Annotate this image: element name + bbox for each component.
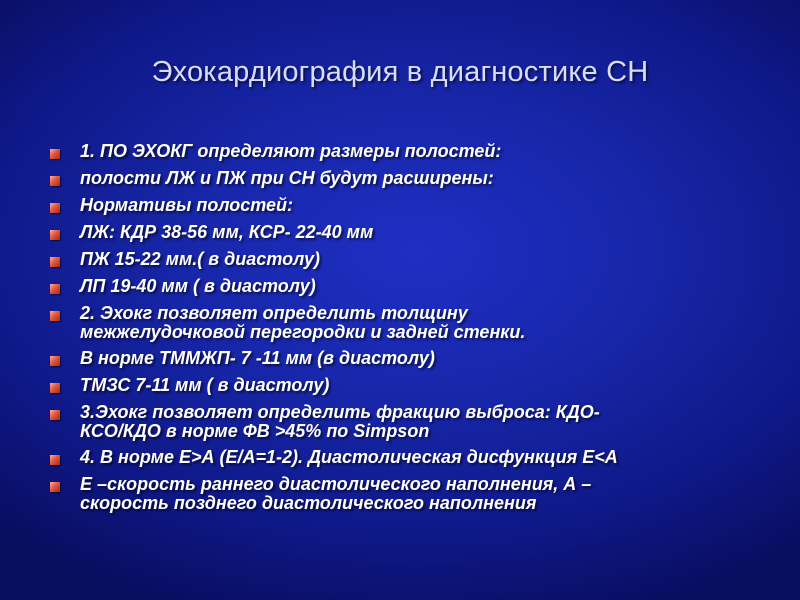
list-item	[50, 448, 618, 467]
list-item	[50, 196, 293, 215]
square-bullet-icon	[50, 203, 60, 213]
list-item-text: Е –скорость раннего диастолического наполнения, А –	[80, 474, 592, 494]
list-item	[50, 349, 435, 368]
list-item-text: межжелудочковой перегородки и задней стенки.	[80, 322, 526, 342]
slide-title: Эхокардиография в диагностике СН	[151, 56, 649, 88]
list-item	[50, 475, 591, 513]
list-item-text: КСО/КДО в норме ФВ >45% по Simpson	[80, 421, 430, 441]
list-item	[50, 169, 494, 188]
list-item-text: 3.Эхокг позволяет определить фракцию выброса: КДО-	[80, 402, 600, 422]
list-item-text: полости ЛЖ и ПЖ при СН будут расширены:	[80, 168, 494, 188]
list-item	[50, 403, 600, 441]
list-item	[50, 250, 320, 269]
list-item-text: В норме ТММЖП- 7 -11 мм (в диастолу)	[80, 348, 435, 368]
list-item-text: ЛП 19-40 мм ( в диастолу)	[80, 276, 316, 296]
list-item-text: скорость позднего диастолического наполнения	[80, 493, 537, 513]
square-bullet-icon	[50, 257, 60, 267]
list-item-text: ЛЖ: КДР 38-56 мм, КСР- 22-40 мм	[80, 222, 374, 242]
square-bullet-icon	[50, 356, 60, 366]
list-item	[50, 223, 373, 242]
list-item-text: ТМЗС 7-11 мм ( в диастолу)	[80, 375, 330, 395]
square-bullet-icon	[50, 383, 60, 393]
list-item	[50, 304, 525, 342]
square-bullet-icon	[50, 284, 60, 294]
list-item	[50, 376, 329, 395]
list-item-text: ПЖ 15-22 мм.( в диастолу)	[80, 249, 321, 269]
list-item-text: 4. В норме Е>А (Е/А=1-2). Диастолическая дисфункция Е<А	[80, 447, 618, 467]
square-bullet-icon	[50, 230, 60, 240]
square-bullet-icon	[50, 311, 60, 321]
list-item-text: Нормативы полостей:	[80, 195, 294, 215]
square-bullet-icon	[50, 176, 60, 186]
square-bullet-icon	[50, 482, 60, 492]
square-bullet-icon	[50, 455, 60, 465]
square-bullet-icon	[50, 149, 60, 159]
list-item	[50, 277, 316, 296]
list-item-text: 1. ПО ЭХОКГ определяют размеры полостей:	[80, 141, 502, 161]
list-item	[50, 142, 501, 161]
square-bullet-icon	[50, 410, 60, 420]
list-item-text: 2. Эхокг позволяет определить толщину	[80, 303, 468, 323]
